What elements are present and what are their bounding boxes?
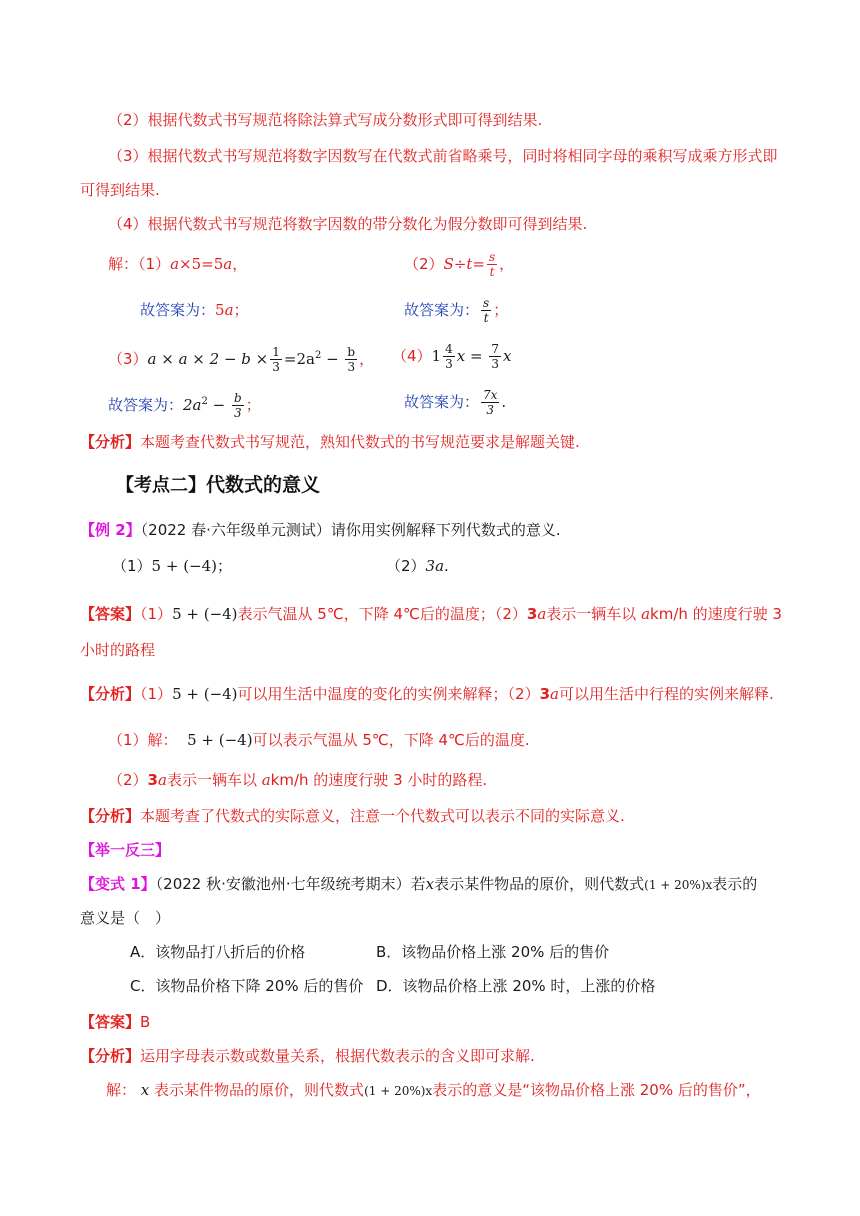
fraction: $\frac{b}{3}$ <box>347 345 356 374</box>
exponent: 2 <box>314 350 322 361</box>
operator: − <box>207 396 230 414</box>
text: 可以用生活中温度的变化的实例来解释；（2） <box>237 685 540 703</box>
answer-part4 <box>404 384 506 420</box>
text: km/h 的速度行驶 3 <box>650 605 782 623</box>
punct: ； <box>245 396 261 414</box>
option-a[interactable]: A．该物品打八折后的价格 <box>130 943 306 961</box>
analysis-2 <box>80 684 774 704</box>
var-a: a <box>261 771 271 789</box>
var-a: a <box>224 301 234 319</box>
practice-heading: 【举一反三】 <box>80 841 171 859</box>
text: 可以表示气温从 5℃，下降 4℃后的温度. <box>252 731 530 749</box>
coef: 3 <box>147 771 158 789</box>
expr: a × a × 2 − b × <box>147 350 269 368</box>
part-label: （3） <box>108 350 148 368</box>
analysis-text: 本题考查了代数式的实际意义，注意一个代数式可以表示不同的实际意义. <box>140 807 625 825</box>
punct: ， <box>232 255 248 273</box>
part-label: （2） <box>386 557 426 575</box>
expr: 3a <box>425 557 445 575</box>
exponent: 2 <box>201 396 208 407</box>
analysis-text: 运用字母表示数或数量关系，根据代数表示的含义即可求解. <box>140 1047 535 1065</box>
whole: 1 <box>431 347 442 365</box>
answer-2-line2: 小时的路程 <box>80 641 156 659</box>
fraction: $\frac{7}{3}$ <box>491 342 499 371</box>
coef: 3 <box>526 605 538 623</box>
analysis-tag: 【分析】 <box>80 685 141 703</box>
part-label: （1） <box>140 605 173 623</box>
solution-label: 解： <box>108 255 139 273</box>
option-c[interactable]: C．该物品价格下降 20% 后的售价 <box>130 977 364 995</box>
answer-2-line1 <box>80 604 782 624</box>
text: （2022 秋·安徽池州·七年级统考期末）若 <box>155 875 426 893</box>
answer-tag: 【答案】 <box>80 1013 141 1031</box>
expr-mid: ×5=5 <box>179 255 224 273</box>
part-label: （2） <box>404 255 444 273</box>
answer-label: 故答案为： <box>108 396 184 414</box>
section-title: 代数式的意义 <box>206 474 321 496</box>
analysis-4 <box>80 1046 535 1066</box>
answer-label: 故答案为： <box>404 393 480 411</box>
answer-part3 <box>108 384 261 423</box>
text: 表示某件物品的原价，则代数式 <box>434 875 645 893</box>
analysis-tag: 【分析】 <box>80 807 141 825</box>
analysis-3 <box>80 806 625 826</box>
part-label: （1） <box>140 685 173 703</box>
var-x: x <box>425 875 435 893</box>
hint-4: （4）根据代数式书写规范将数字因数的带分数化为假分数即可得到结果. <box>108 215 588 233</box>
answer-3 <box>80 1012 150 1032</box>
punct: ， <box>499 255 515 273</box>
coef: 3 <box>539 685 551 703</box>
solution-part1 <box>108 254 247 274</box>
variant-1-line2: 意义是（ ） <box>80 909 171 927</box>
analysis-text: 本题考查代数式书写规范，熟知代数式的书写规范要求是解题关键. <box>140 433 580 451</box>
variant-tag: 【变式 1】 <box>80 875 156 893</box>
expr: S÷t= <box>443 255 485 273</box>
fraction: $\frac{7x}{3}$ <box>483 388 498 417</box>
punct: ； <box>493 301 509 319</box>
punct: ， <box>359 350 375 368</box>
text: 表示的意义是“该物品价格上涨 20% 后的售价”， <box>432 1081 761 1099</box>
expr: 5 + (−4) <box>172 605 238 623</box>
operator: − <box>321 350 344 368</box>
section-bracket: 【考点二】 <box>116 475 206 496</box>
part-label: （4） <box>392 347 432 365</box>
fraction: $\frac{s}{t}$ <box>489 250 496 279</box>
fraction: $\frac{1}{3}$ <box>272 345 280 374</box>
punct: . <box>444 557 449 575</box>
text: 可以用生活中行程的实例来解释. <box>558 685 774 703</box>
text: 表示气温从 5℃，下降 4℃后的温度；（2） <box>237 605 527 623</box>
expr: (1 + 20%)x <box>644 878 713 892</box>
example-2-q2 <box>386 556 449 576</box>
solution-label: 解： <box>106 1081 137 1099</box>
text: 表示某件物品的原价，则代数式 <box>154 1081 365 1099</box>
analysis-1 <box>80 432 580 452</box>
answer-part1 <box>140 300 249 320</box>
var-a: a <box>550 685 559 703</box>
answer-part2 <box>404 292 508 328</box>
var-a: a <box>223 255 233 273</box>
solution-part2 <box>404 247 514 281</box>
var-a: a <box>170 255 180 273</box>
solution-part4 <box>392 338 511 374</box>
var-a: a <box>537 605 547 623</box>
var-a: a <box>157 771 167 789</box>
analysis-tag: 【分析】 <box>80 1047 141 1065</box>
expr: (1 + 20%)x <box>364 1084 433 1098</box>
solution-2-line1 <box>108 730 530 750</box>
punct: . <box>501 393 507 411</box>
solution-part3 <box>108 338 374 377</box>
hint-2: （2）根据代数式书写规范将除法算式写成分数形式即可得到结果. <box>108 111 543 129</box>
punct: ； <box>233 301 249 319</box>
punct: ； <box>217 557 233 575</box>
fraction: $\frac{4}{3}$ <box>445 342 453 371</box>
hint-3-line2: 可得到结果. <box>80 181 160 199</box>
section-heading <box>116 472 320 499</box>
option-d[interactable]: D．该物品价格上涨 20% 时，上涨的价格 <box>376 977 656 995</box>
solution-2-line2 <box>108 770 487 790</box>
part-label: （2） <box>108 771 148 789</box>
text: 表示的 <box>712 875 758 893</box>
part-label: （1） <box>112 557 152 575</box>
value: 5 <box>215 301 225 319</box>
answer-label: 故答案为： <box>404 301 480 319</box>
expr: 5 + (−4) <box>151 557 218 575</box>
var-x: x <box>456 347 466 365</box>
solution-label: （1）解： <box>108 731 178 749</box>
expr: 5 + (−4) <box>172 685 238 703</box>
part-label: （1） <box>138 255 171 273</box>
expr: 2a <box>183 396 202 414</box>
answer-tag: 【答案】 <box>80 605 141 623</box>
fraction: $\frac{s}{t}$ <box>483 296 490 325</box>
text: 表示一辆车以 <box>546 605 642 623</box>
text: km/h 的速度行驶 3 小时的路程. <box>270 771 488 789</box>
text: 表示一辆车以 <box>166 771 262 789</box>
option-b[interactable]: B．该物品价格上涨 20% 后的售价 <box>376 943 610 961</box>
expr: =2a <box>283 350 315 368</box>
example-2 <box>80 520 561 540</box>
solution-3 <box>106 1080 761 1101</box>
var-a: a <box>641 605 651 623</box>
var-x: x <box>502 347 512 365</box>
hint-3-line1: （3）根据代数式书写规范将数字因数写在代数式前省略乘号，同时将相同字母的乘积写成乘方形式即 <box>108 147 778 165</box>
example-2-q1 <box>112 556 232 576</box>
answer-label: 故答案为： <box>140 301 216 319</box>
var-x: x <box>140 1081 150 1099</box>
variant-1-line1 <box>80 874 757 895</box>
analysis-tag: 【分析】 <box>80 433 141 451</box>
operator: = <box>465 347 488 365</box>
example-prompt: （2022 春·六年级单元测试）请你用实例解释下列代数式的意义. <box>140 521 561 539</box>
fraction: $\frac{b}{3}$ <box>234 391 242 420</box>
expr: 5 + (−4) <box>187 731 253 749</box>
example-tag: 【例 2】 <box>80 521 141 539</box>
answer-value: B <box>140 1013 151 1031</box>
